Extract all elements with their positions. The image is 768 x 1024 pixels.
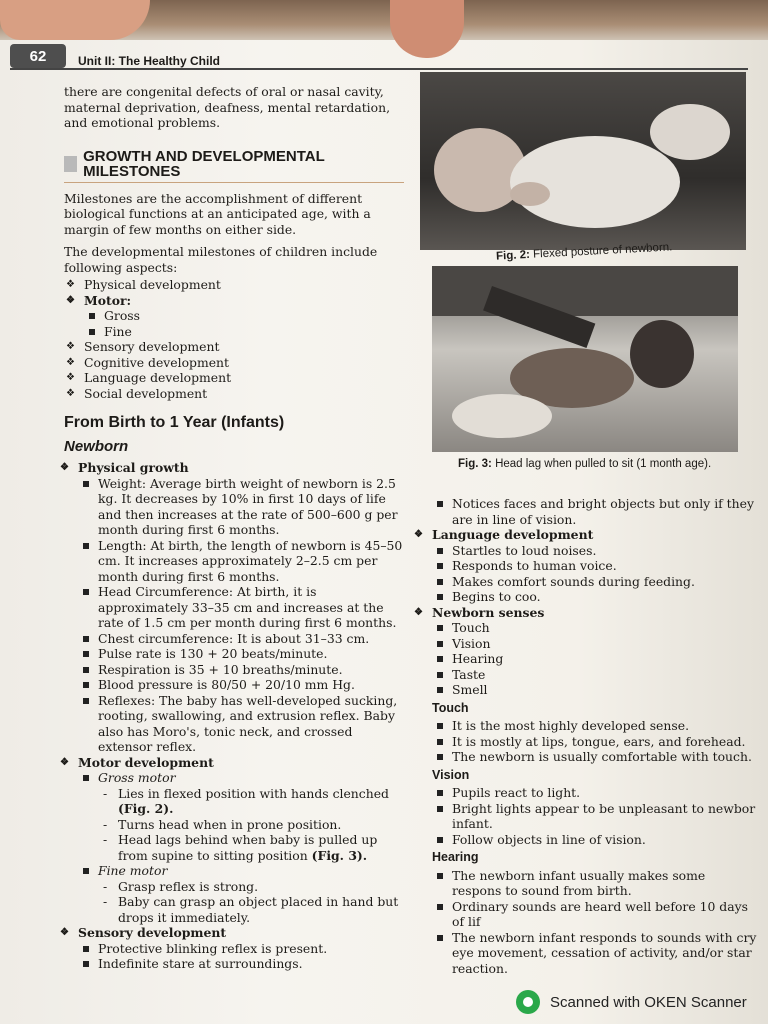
finger	[0, 0, 150, 40]
figure-caption-text: Head lag when pulled to sit (1 month age).	[491, 458, 712, 470]
list-item: Taste	[432, 667, 757, 683]
list-item: Hearing	[432, 651, 757, 667]
motor-list	[58, 755, 404, 771]
list-item: Responds to human voice.	[432, 558, 757, 574]
section-heading	[64, 149, 404, 183]
list-item: Head Circumference: At birth, it is approximately 33–35 cm and increases at the rate of 1.5 cm per month during first 6 months.	[78, 584, 404, 631]
touch-heading: Touch	[432, 700, 469, 715]
list-item: ❖ Language development	[64, 370, 404, 386]
fine-motor-items	[98, 879, 404, 926]
milestones-definition: Milestones are the accomplishment of different biological functions at an anticipated age, with a margin of few months on either side.	[64, 190, 371, 237]
list-item: Reflexes: The baby has well-developed sucking, rooting, swallowing, and extrusion reflex. Baby also has Moro's, tonic neck, and crossed extensor reflex.	[78, 693, 404, 755]
list-item: Pulse rate is 130 + 20 beats/minute.	[78, 646, 404, 662]
list-item: Vision	[432, 636, 757, 652]
item-text: Lies in flexed position with hands clenched	[118, 785, 389, 801]
list-item: Bright lights appear to be unpleasant to newbor infant.	[432, 801, 757, 832]
list-item: Length: At birth, the length of newborn is 45–50 cm. It increases approximately 2–2.5 cm per month during first 6 months.	[78, 538, 404, 585]
list-item: ❖ Social development	[64, 386, 404, 402]
scanner-text: Scanned with OKEN Scanner	[550, 993, 747, 1011]
list-item	[98, 786, 404, 817]
right-column	[432, 496, 757, 976]
list-item: Follow objects in line of vision.	[432, 832, 757, 848]
list-item: ❖ Language development	[412, 527, 757, 543]
list-item: Gross motor	[78, 770, 404, 786]
hearing-heading: Hearing	[432, 850, 479, 864]
scanner-watermark	[516, 990, 747, 1014]
list-item: ❖ Motor development	[58, 755, 404, 771]
list-item: Protective blinking reflex is present.	[78, 941, 404, 957]
vision-heading: Vision	[432, 767, 470, 782]
senses-list	[412, 605, 757, 621]
list-item: Fine	[84, 324, 404, 340]
scanner-logo-icon	[516, 990, 540, 1014]
list-item: Smell	[432, 682, 757, 698]
list-item: Fine motor	[78, 863, 404, 879]
list-item: The newborn is usually comfortable with touch.	[432, 749, 757, 765]
list-item: ❖ Newborn senses	[412, 605, 757, 621]
sensory-items	[78, 941, 404, 972]
list-item: Chest circumference: It is about 31–33 cm.	[78, 631, 404, 647]
language-list	[412, 527, 757, 543]
list-item: - Baby can grasp an object placed in hand but drops it immediately.	[98, 894, 404, 925]
newborn-list	[58, 460, 404, 476]
list-item: ❖ Motor:	[64, 293, 404, 309]
figure-2-photo	[420, 72, 746, 250]
list-item: Respiration is 35 + 10 breaths/minute.	[78, 662, 404, 678]
list-item: ❖ Physical development	[64, 277, 404, 293]
list-item: Startles to loud noises.	[432, 543, 757, 559]
gross-motor-list	[78, 770, 404, 786]
figure-3-caption	[458, 458, 711, 470]
hearing-items	[432, 868, 757, 977]
sensory-list	[58, 925, 404, 941]
item-text: Turns head when in prone position.	[118, 816, 342, 832]
section-title: GROWTH AND DEVELOPMENTAL MILESTONES	[83, 147, 325, 180]
list-item: ❖ Cognitive development	[64, 355, 404, 371]
figure-ref: (Fig. 3).	[311, 847, 368, 863]
aspects-list	[64, 277, 404, 401]
physical-list	[78, 476, 404, 755]
list-item: Blood pressure is 80/50 + 20/10 mm Hg.	[78, 677, 404, 693]
list-item: The newborn infant usually makes some respons to sound from birth.	[432, 868, 757, 899]
gross-motor-items	[98, 786, 404, 864]
list-item: Indefinite stare at surroundings.	[78, 956, 404, 972]
header-rule	[10, 68, 748, 70]
list-item: Makes comfort sounds during feeding.	[432, 574, 757, 590]
list-item: ❖ Sensory development	[64, 339, 404, 355]
sensory-continued	[432, 496, 757, 527]
list-item: Touch	[432, 620, 757, 636]
list-item: ❖ Sensory development	[58, 925, 404, 941]
intro-paragraph: there are congenital defects of oral or nasal cavity, maternal deprivation, deafness, mental retardation, and emotional problems.	[64, 84, 391, 130]
list-item: It is mostly at lips, tongue, ears, and forehead.	[432, 734, 757, 750]
list-item: Notices faces and bright objects but only if they are in line of vision.	[432, 496, 757, 527]
vision-items	[432, 785, 757, 847]
newborn-photo-illustration	[420, 72, 746, 250]
list-item: The newborn infant responds to sounds with cry eye movement, cessation of activity, and/or star reaction.	[432, 930, 757, 977]
list-item	[98, 817, 404, 833]
page-number: 62	[10, 44, 66, 68]
figure-caption-text: Flexed posture of newborn.	[529, 241, 673, 261]
list-item: Gross	[84, 308, 404, 324]
list-item: It is the most highly developed sense.	[432, 718, 757, 734]
infants-heading: From Birth to 1 Year (Infants)	[64, 414, 285, 431]
heading-marker	[64, 156, 77, 172]
list-item	[98, 832, 404, 863]
list-item: Weight: Average birth weight of newborn is 2.5 kg. It decreases by 10% in first 10 days of life and then increases at the rate of 500–600 g per month during first 6 months.	[78, 476, 404, 538]
list-item: ❖ Physical growth	[58, 460, 404, 476]
figure-3-photo	[432, 266, 738, 452]
list-item: Begins to coo.	[432, 589, 757, 605]
left-column	[64, 84, 404, 972]
running-header: Unit II: The Healthy Child	[78, 54, 221, 68]
language-items	[432, 543, 757, 605]
touch-items	[432, 718, 757, 765]
milestones-intro: The developmental milestones of children include following aspects:	[64, 244, 378, 275]
figure-label: Fig. 2:	[495, 248, 531, 263]
list-item: Pupils react to light.	[432, 785, 757, 801]
item-text: Head lags behind when baby is pulled up from supine to sitting position	[118, 832, 378, 863]
figure-ref: (Fig. 2).	[118, 801, 174, 816]
senses-items	[432, 620, 757, 698]
list-item: - Grasp reflex is strong.	[98, 879, 404, 895]
fine-motor-list	[78, 863, 404, 879]
newborn-heading: Newborn	[64, 437, 129, 455]
list-item: Ordinary sounds are heard well before 10 days of lif	[432, 899, 757, 930]
head-lag-photo-illustration	[432, 266, 738, 452]
figure-label: Fig. 3:	[458, 458, 492, 470]
